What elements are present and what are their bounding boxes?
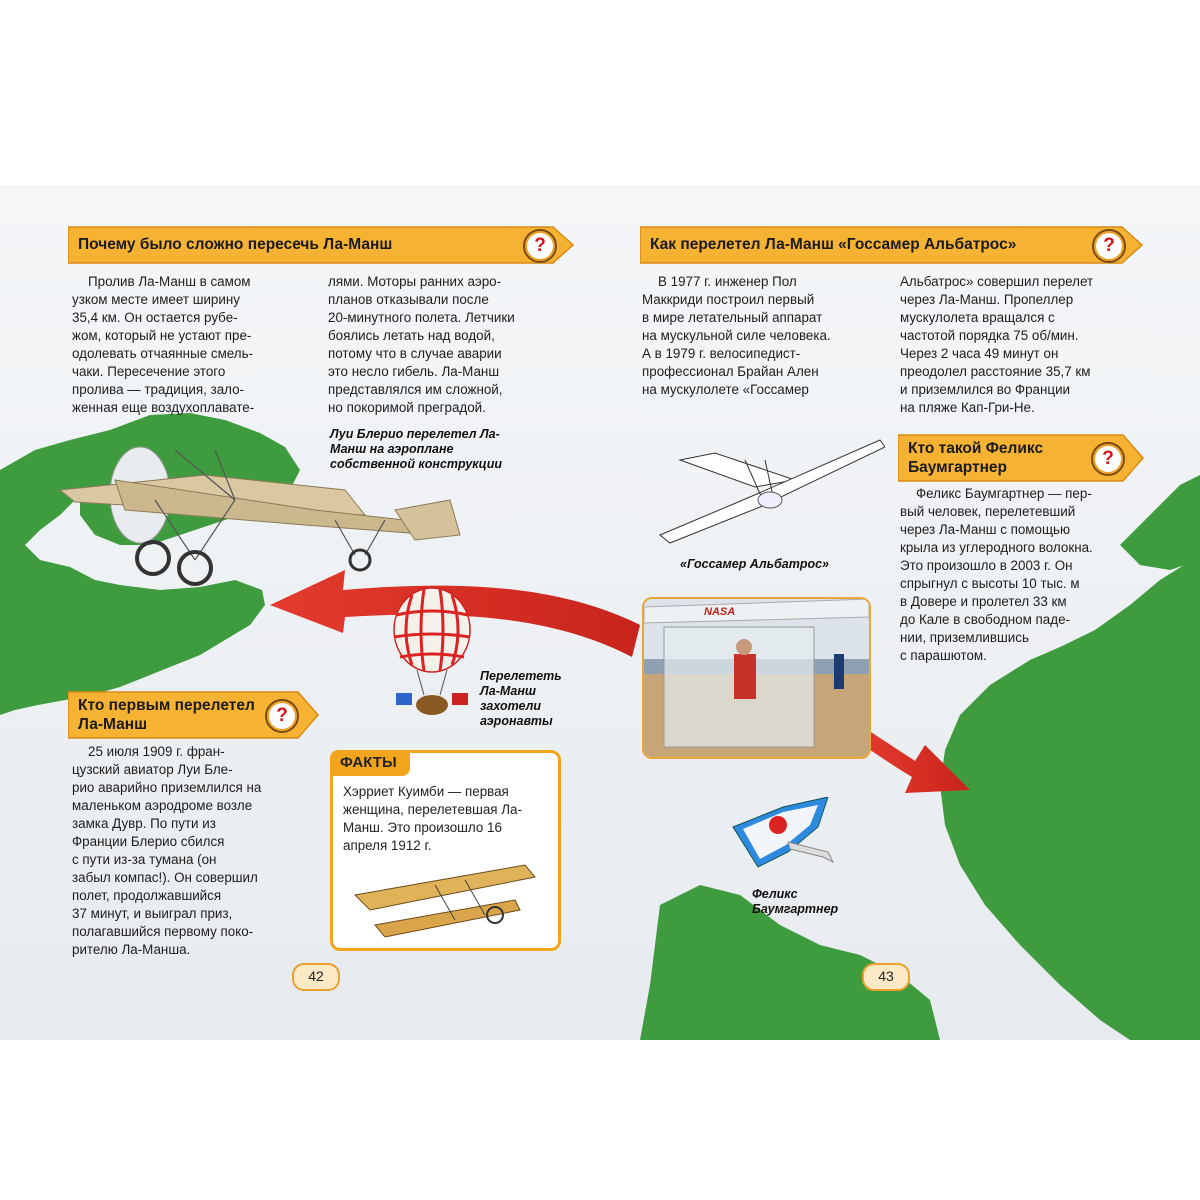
text-line: жом, который не устают пре- bbox=[72, 328, 252, 343]
text-line: Через 2 часа 49 минут он bbox=[900, 346, 1059, 361]
text-line: в мире летательный аппарат bbox=[642, 310, 823, 325]
text-line: полагавшийся первому поко- bbox=[72, 924, 254, 939]
q1-col2 bbox=[328, 273, 546, 417]
text-line: потому что в случае аварии bbox=[328, 346, 502, 361]
text-line: чаки. Пересечение этого bbox=[72, 364, 226, 379]
text-line: Франции Блерио сбился bbox=[72, 834, 225, 849]
question-mark-icon: ? bbox=[265, 699, 299, 733]
text-line: цузский авиатор Луи Бле- bbox=[72, 762, 233, 777]
q4-text bbox=[900, 485, 1132, 665]
text-line: мускулолета вращался с bbox=[900, 310, 1055, 325]
text-line: рио аварийно приземлился на bbox=[72, 780, 262, 795]
text-line: и приземлился во Франции bbox=[900, 382, 1071, 397]
text-line: нии, приземлившись bbox=[900, 630, 1029, 645]
text-line: в Довере и пролетел 33 км bbox=[900, 594, 1067, 609]
balloon-caption: Перелететь Ла-Манш захотели аэронавты bbox=[480, 669, 562, 728]
question-header-why-hard bbox=[68, 225, 580, 265]
text-line: до Кале в свободном паде- bbox=[900, 612, 1070, 627]
q3-col1 bbox=[642, 273, 870, 399]
facts-label: ФАКТЫ bbox=[340, 754, 397, 771]
photo-logo-text: NASA bbox=[704, 606, 736, 618]
text-line: полет, продолжавшийся bbox=[72, 888, 222, 903]
header-title: Кто первым перелетел Ла-Манш bbox=[78, 697, 255, 733]
text-line: А в 1979 г. велосипедист- bbox=[642, 346, 801, 361]
text-line: спрыгнул с высоты 10 тыс. м bbox=[900, 576, 1080, 591]
q1-col1 bbox=[72, 273, 282, 417]
balloon-illustration bbox=[382, 585, 482, 730]
bleriot-caption: Луи Блерио перелетел Ла-Манш на аэроплане собственной конструкции bbox=[330, 427, 502, 471]
text-line: В 1977 г. инженер Пол bbox=[658, 274, 797, 289]
text-line: преодолел расстояние 35,7 км bbox=[900, 364, 1091, 379]
text-line: Пролив Ла-Манш в самом bbox=[88, 274, 251, 289]
question-mark-icon: ? bbox=[523, 229, 557, 263]
text-line: Феликс Баумгартнер — пер- bbox=[916, 486, 1092, 501]
text-line: на мускульной силе человека. bbox=[642, 328, 831, 343]
text-line: Маккриди построил первый bbox=[642, 292, 815, 307]
text-line: 25 июля 1909 г. фран- bbox=[88, 744, 225, 759]
text-line: крыла из углеродного волокна. bbox=[900, 540, 1093, 555]
facts-text: Хэрриет Куимби — первая женщина, перелетевшая Ла-Манш. Это произошло 16 апреля 1912 г. bbox=[343, 784, 522, 853]
text-line: одолевать отчаянные смель- bbox=[72, 346, 254, 361]
text-line: планов отказывали после bbox=[328, 292, 489, 307]
question-header-who-first bbox=[68, 690, 323, 740]
right-top-land bbox=[1120, 475, 1200, 570]
gossamer-caption: «Госсамер Альбатрос» bbox=[680, 557, 830, 571]
page-number-right: 43 bbox=[862, 963, 910, 991]
text-line: пролива — традиция, зало- bbox=[72, 382, 245, 397]
felix-wing-illustration bbox=[728, 797, 838, 872]
header-title: Как перелетел Ла-Манш «Госсамер Альбатрос» bbox=[650, 236, 1017, 253]
question-mark-icon: ? bbox=[1091, 442, 1125, 476]
text-line: с пути из-за тумана (он bbox=[72, 852, 217, 867]
facts-box bbox=[330, 750, 561, 951]
header-title: Почему было сложно пересечь Ла-Манш bbox=[78, 236, 393, 253]
text-line: с парашютом. bbox=[900, 648, 987, 663]
text-line: на пляже Кап-Гри-Не. bbox=[900, 400, 1035, 415]
page-number-left: 42 bbox=[292, 963, 340, 991]
header-title bbox=[908, 439, 1043, 477]
text-line: забыл компас!). Он совершил bbox=[72, 870, 258, 885]
text-line: но покоримой преградой. bbox=[328, 400, 486, 415]
text-line: вый человек, перелетевший bbox=[900, 504, 1076, 519]
felix-caption: Феликс Баумгартнер bbox=[752, 887, 839, 916]
q2-text bbox=[72, 743, 300, 959]
text-line: через Ла-Манш с помощью bbox=[900, 522, 1070, 537]
photo-content bbox=[644, 599, 869, 757]
text-line: 35,4 км. Он остается рубе- bbox=[72, 310, 238, 325]
text-line: узком месте имеет ширину bbox=[72, 292, 240, 307]
text-line: 37 минут, и выиграл приз, bbox=[72, 906, 233, 921]
question-header-gossamer bbox=[640, 225, 1148, 265]
question-mark-icon: ? bbox=[1092, 229, 1126, 263]
book-spread bbox=[0, 185, 1200, 1040]
text-line: через Ла-Манш. Пропеллер bbox=[900, 292, 1074, 307]
question-header-felix bbox=[898, 433, 1148, 483]
text-line: профессионал Брайан Ален bbox=[642, 364, 819, 379]
text-line: лями. Моторы ранних аэро- bbox=[328, 274, 502, 289]
text-line: рителю Ла-Манша. bbox=[72, 942, 191, 957]
gossamer-photo bbox=[642, 597, 871, 759]
gossamer-albatross-illustration bbox=[655, 435, 885, 550]
text-line: представлялся им сложной, bbox=[328, 382, 503, 397]
header-title-line2: Баумгартнер bbox=[908, 459, 1008, 476]
facts-label-tab bbox=[330, 750, 410, 776]
text-line: боялись летать над водой, bbox=[328, 328, 495, 343]
q3-col2 bbox=[900, 273, 1136, 417]
text-line: Альбатрос» совершил перелет bbox=[900, 274, 1094, 289]
header-title-line1: Кто такой Феликс bbox=[908, 440, 1044, 457]
text-line: частотой порядка 75 об/мин. bbox=[900, 328, 1079, 343]
text-line: Это произошло в 2003 г. Он bbox=[900, 558, 1073, 573]
text-line: 20-минутного полета. Летчики bbox=[328, 310, 515, 325]
text-line: это несло гибель. Ла-Манш bbox=[328, 364, 500, 379]
text-line: женная еще воздухоплавате- bbox=[72, 400, 255, 415]
text-line: маленьком аэродроме возле bbox=[72, 798, 253, 813]
text-line: на мускулолете «Госсамер bbox=[642, 382, 809, 397]
quimby-plane-illustration bbox=[345, 855, 545, 943]
text-line: замка Дувр. По пути из bbox=[72, 816, 216, 831]
